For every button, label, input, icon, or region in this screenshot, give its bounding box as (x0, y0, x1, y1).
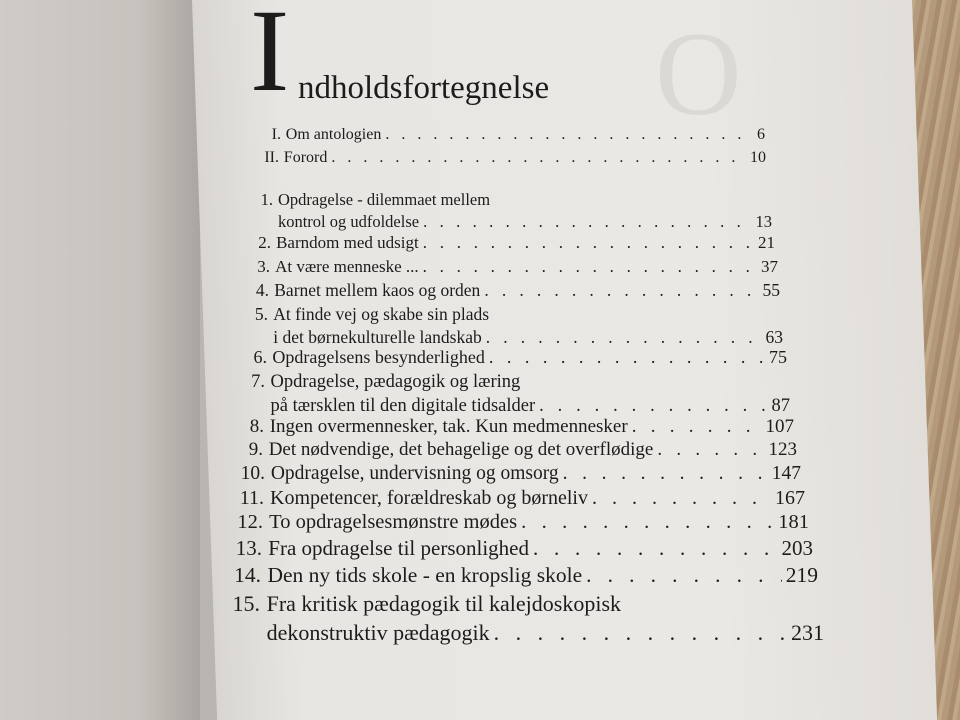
dot-leader (586, 564, 782, 588)
entry-number: 13. (235, 536, 262, 560)
toc-entry (230, 592, 824, 616)
entry-number: 2. (258, 233, 271, 252)
entry-page-number: 21 (758, 233, 775, 252)
entry-number: 1. (260, 190, 273, 209)
entry-title: Fra opdragelse til personlighed (268, 536, 529, 560)
entry-page-number: 13 (755, 212, 772, 231)
entry-title: Den ny tids skole - en kropslig skole (267, 563, 583, 587)
title-initial: I (250, 0, 290, 116)
dot-leader (484, 281, 758, 300)
toc-entry (245, 440, 797, 461)
toc-entry (235, 463, 801, 484)
dot-leader (331, 149, 746, 167)
entry-title: Opdragelse, undervisning og omsorg (270, 463, 559, 484)
toc-entry-continuation (267, 621, 824, 645)
page-title: ndholdsfortegnelse (298, 70, 550, 106)
dot-leader (533, 537, 778, 560)
entry-title: At finde vej og skabe sin plads (273, 304, 490, 324)
dot-leader (423, 234, 754, 253)
toc-entry (233, 511, 809, 534)
entry-page-number: 75 (769, 347, 787, 367)
dot-leader (494, 621, 787, 645)
dot-leader (423, 258, 757, 277)
entry-title-line2: på tærsklen til den digitale tidsalder (270, 396, 536, 416)
entry-title-line2: i det børnekulturelle landskab (273, 327, 482, 347)
left-page (0, 0, 200, 720)
dot-leader (385, 126, 753, 144)
entry-page-number: 6 (757, 126, 765, 143)
dot-leader (632, 417, 762, 438)
entry-title: Opdragelse, pædagogik og læring (270, 372, 521, 392)
entry-number: 11. (239, 487, 264, 509)
entry-number: 14. (234, 563, 261, 587)
entry-number: 8. (249, 416, 264, 437)
entry-page-number: 107 (765, 416, 794, 437)
entry-page-number: 123 (768, 439, 797, 460)
toc-entry (252, 258, 778, 277)
entry-page-number: 181 (778, 511, 809, 533)
entry-title: Barnet mellem kaos og orden (274, 280, 481, 300)
dot-leader (486, 328, 762, 347)
toc-entry (250, 305, 783, 324)
entry-title: Barndom med udsigt (276, 233, 419, 252)
entry-number: 9. (248, 439, 263, 460)
entry-page-number: 219 (785, 563, 818, 587)
entry-page-number: 231 (790, 620, 824, 645)
toc-entry (247, 372, 790, 392)
dot-leader (657, 440, 764, 461)
entry-page-number: 167 (775, 487, 805, 509)
entry-page-number: 147 (771, 463, 801, 484)
entry-title: Fra kritisk pædagogik til kalejdoskopisk (266, 591, 622, 616)
entry-number: 6. (253, 347, 267, 367)
toc-entry (255, 149, 766, 167)
toc-entry-continuation (273, 328, 783, 347)
dot-leader (489, 348, 765, 368)
toc-entry (253, 234, 775, 253)
dot-leader (592, 487, 771, 509)
entry-number: 4. (255, 280, 269, 300)
entry-page-number: 10 (750, 149, 766, 166)
entry-number: 10. (240, 463, 265, 484)
toc-entry (232, 537, 813, 560)
dot-leader (539, 396, 767, 416)
entry-page-number: 87 (771, 396, 790, 416)
show-through-letter: O (655, 7, 742, 140)
entry-number: II. (264, 149, 279, 166)
entry-title: Ingen overmennesker, tak. Kun medmennesker (269, 416, 628, 437)
entry-number: 7. (251, 372, 265, 392)
toc-entry-continuation (278, 213, 772, 231)
entry-title: At være menneske ... (275, 257, 419, 276)
entry-title: Opdragelse - dilemmaet mellem (277, 190, 491, 209)
entry-title: Om antologien (285, 126, 382, 143)
entry-title-line2: dekonstruktiv pædagogik (266, 620, 490, 645)
entry-number: 5. (254, 304, 268, 324)
entry-page-number: 203 (781, 536, 813, 560)
toc-entry-continuation (271, 396, 790, 416)
toc-entry (251, 281, 780, 300)
entry-page-number: 55 (762, 280, 780, 300)
entry-number: 12. (237, 511, 263, 533)
entry-page-number: 37 (761, 257, 778, 276)
entry-title: Opdragelsens besynderlighed (272, 347, 485, 367)
toc-entry (249, 348, 787, 368)
entry-title: Forord (283, 149, 328, 166)
entry-page-number: 63 (765, 327, 783, 347)
entry-title-line2: kontrol og udfoldelse (277, 212, 420, 231)
dot-leader (563, 463, 768, 484)
toc-entry (246, 417, 794, 438)
toc-entry (255, 191, 772, 209)
entry-number: I. (271, 126, 281, 143)
dot-leader (521, 511, 774, 534)
dot-leader (423, 213, 751, 231)
toc-entry (234, 487, 805, 509)
entry-title: To opdragelsesmønstre mødes (269, 511, 518, 533)
entry-number: 3. (257, 257, 270, 276)
toc-entry (257, 126, 765, 144)
toc-entry (231, 564, 818, 588)
entry-title: Det nødvendige, det behagelige og det overflødige (268, 439, 654, 460)
entry-number: 15. (232, 591, 260, 616)
entry-title: Kompetencer, forældreskab og børneliv (270, 487, 588, 509)
